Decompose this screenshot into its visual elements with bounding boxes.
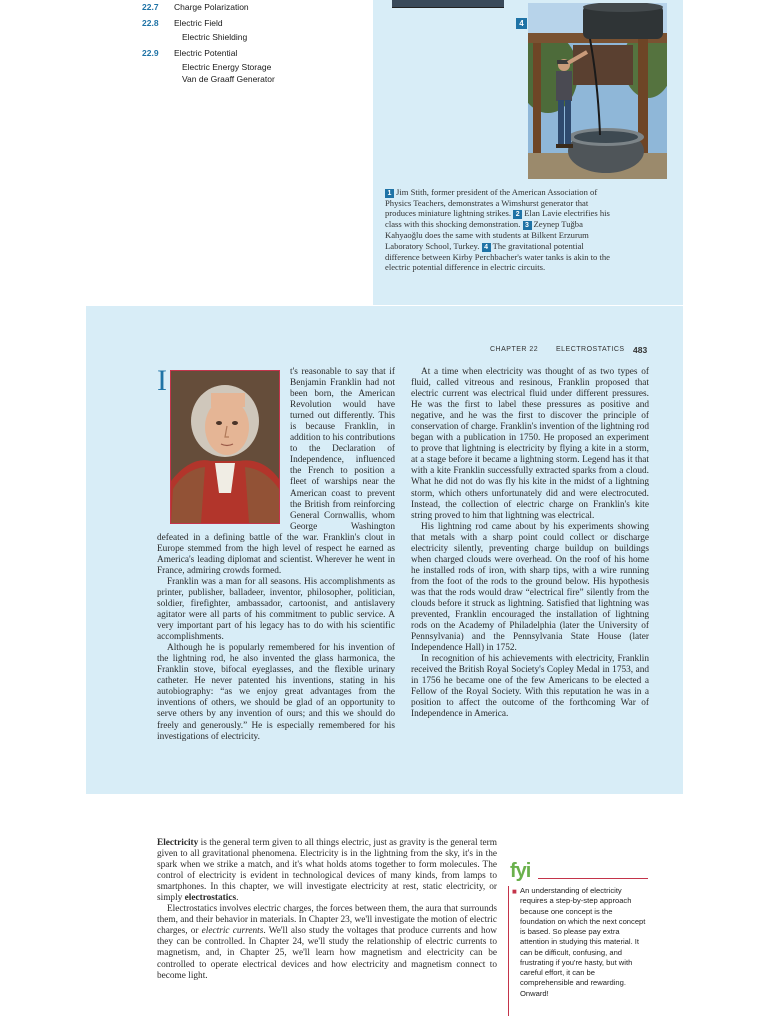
fyi-heading: fyi xyxy=(510,860,531,882)
caption-text: The gravitational potential difference between Kirby Perchbacher's water tanks is akin to the electric potential difference in electric circuits. xyxy=(385,240,610,273)
franklin-portrait xyxy=(170,370,280,524)
photo-number-badge: 4 xyxy=(516,18,527,29)
essay-paragraph: His lightning rod came about by his experiments showing that metals with a sharp point could collect or discharge electricity silently, preventing charge buildup on buildings when charged clouds were overhead. On the roof of his home he installed rods of iron, with sharp tips, with a wire running from the foot of the rods to the ground below. His hypothesis was that the rods would draw “electrical fire” silently from the clouds before it struck as lightning. Satisfied that lightning was prevented, Franklin encouraged the installation of lightning rods on the Academy of Philadelphia (later the University of Pennsylvania) and the Pennsylvania State House (later Independence Hall) in 1752. xyxy=(411,521,649,654)
essay-paragraph xyxy=(157,364,395,577)
essay-paragraph: At a time when electricity was thought of as two types of fluid, called vitreous and resinous, Franklin proposed that electric current was electrical fluid under different pressures. He was the first to label these pressures as positive and negative, and he was the first to discover the principle of conservation of charge. Franklin's invention of the lightning rod began with a publication in 1750. He proposed an experiment to prove that lightning is electricity by flying a kite in a storm, at a stage before it became a lightning storm. Legend has it that with a kite Franklin successfully extracted sparks from a cloud. What he did not do was fly his kite in the midst of a lightning storm, which others unfortunately did and were electrocuted. Instead, the collection of electric charge on Franklin's kite string proved to him that lightning was electrical. xyxy=(411,367,649,521)
figure-caption xyxy=(385,187,613,273)
fyi-rule xyxy=(538,878,648,879)
essay-paragraph: Franklin was a man for all seasons. His accomplishments as printer, publisher, balladeer, inventor, philosopher, politician, soldier, firefighter, ambassador, cartoonist, and antislavery agitator were all parts of his commitment to public service. A very important part of his legacy has to do with his scientific accomplishments. xyxy=(157,576,395,643)
essay-text: t's reasonable to say that if Benjamin Franklin had not been born, the American Revolution would have turned out differently. This is because Franklin, in addition to his contributions to the Declaration of Independence, influenced the French to position a fleet of warships near the American coast to prevent the British from reinforcing General Cornwallis, whom George Washington defeated in a defining battle of the war. Franklin's clout in Europe stemmed from the high level of respect he earned as America's leading diplomat and scientist. Wherever he went in France, admiring crowds formed. xyxy=(157,367,395,576)
toc-subitem: Electric Shielding xyxy=(182,32,248,42)
intro-text: . We'll also study the voltages that produce currents and how they can be controlled. In Chapter 24, we'll study the relationship of electric currents to magnetism, and, in Chapter 25, we'll learn how magnetism and electricity can be controlled to operate electrical devices and how electricity and magnetism connect to become light. xyxy=(157,926,497,981)
toc-title: Electric Potential xyxy=(174,48,238,58)
caption-text: Jim Stith, former president of the American Association of Physics Teachers, demonstrates a Wimshurst generator that produces miniature lightning strikes. xyxy=(385,187,598,219)
italic-term: electric currents xyxy=(201,926,264,937)
photo-fragment xyxy=(392,0,504,8)
caption-text: Elan Lavie electrifies his class with this shocking demonstration. xyxy=(385,208,610,230)
water-tank-photo xyxy=(528,3,667,179)
intro-paragraph xyxy=(157,838,497,904)
toc-subitem: Van de Graaff Generator xyxy=(182,74,275,84)
essay-left-column xyxy=(157,364,395,743)
toc-title: Charge Polarization xyxy=(174,2,249,12)
drop-cap: I xyxy=(157,364,167,397)
intro-text: Electrostatics involves electric charges, the forces between them, the aura that surrounds them, and their behavior in materials. In Chapter 23, we'll investigate the motion of electric charges, or xyxy=(157,904,497,937)
caption-badge: 4 xyxy=(482,243,491,252)
toc-subitem: Electric Energy Storage xyxy=(182,62,272,72)
caption-badge: 2 xyxy=(513,210,522,219)
toc-number: 22.8 xyxy=(142,18,159,28)
toc-title: Electric Field xyxy=(174,18,223,28)
caption-badge: 3 xyxy=(523,221,532,230)
intro-paragraph xyxy=(157,904,497,981)
intro-text: . xyxy=(236,893,239,904)
caption-text: Zeynep Tuğba Kahyaoğlu does the same with students at Bilkent Erzurum Laboratory School, Turkey. xyxy=(385,219,589,251)
fyi-text: An understanding of electricity requires a step-by-step approach because one concept is the foundation on which the next concept is based. So please pay extra attention in studying this material. It can be difficult, confusing, and frustrating if you're hasty, but with careful effort, it can be comprehensible and rewarding. Onward! xyxy=(520,886,646,998)
caption-badge: 1 xyxy=(385,189,394,198)
bullet-icon: ■ xyxy=(512,887,517,896)
toc-number: 22.7 xyxy=(142,2,159,12)
chapter-intro xyxy=(157,838,497,982)
section-label: ELECTROSTATICS xyxy=(556,346,625,353)
essay-right-column xyxy=(411,367,649,721)
toc-number: 22.9 xyxy=(142,48,159,58)
key-term: electrostatics xyxy=(184,893,237,904)
fyi-side-rule xyxy=(508,886,509,1016)
key-term: Electricity xyxy=(157,838,199,848)
essay-paragraph: Although he is popularly remembered for his invention of the lightning rod, he also invented the glass harmonica, the Franklin stove, bifocal eyeglasses, and the flexible urinary catheter. He never patented his inventions, stating in his autobiography: “as we enjoy great advantages from the inventions of others, we should be glad of an opportunity to serve others by any invention of ours; and this we should do freely and generously.” He is especially remembered for his investigations of electricity. xyxy=(157,643,395,742)
intro-text: is the general term given to all things electric, just as gravity is the general term given to all gravitational phenomena. Electricity is in the lightning from the sky, it's in the spark when we strike a match, and it's what holds atoms together to form molecules. The control of electricity is evident in technological devices of many kinds, from lamps to smartphones. In this chapter, we will investigate electricity at rest, static electricity, or simply xyxy=(157,838,497,904)
page-number: 483 xyxy=(633,345,648,355)
chapter-label: CHAPTER 22 xyxy=(490,346,539,353)
essay-paragraph: In recognition of his achievements with electricity, Franklin received the British Royal Society's Copley Medal in 1753, and in 1756 he became one of the few Americans to be elected a Fellow of the Royal Society. With this reputation he was in a position to affect the outcome of the forthcoming War of Independence in America. xyxy=(411,654,649,720)
